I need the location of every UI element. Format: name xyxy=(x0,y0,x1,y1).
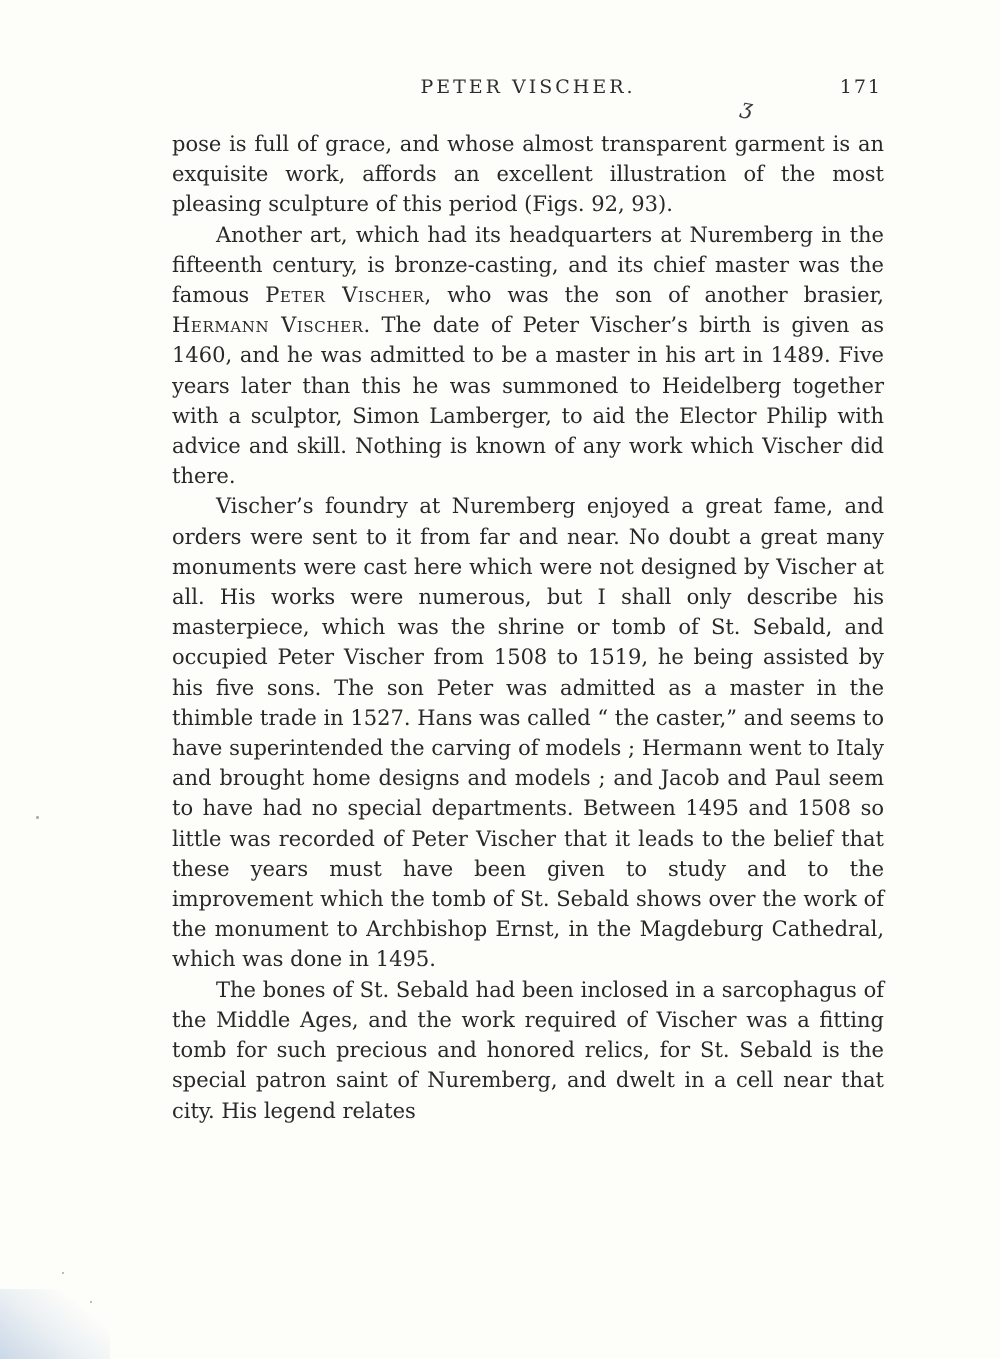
text-run: Another art, which had its headquarters at Nuremberg in the fifteenth century, is bronze-casting, and its chief master was the famous xyxy=(172,222,884,308)
text-run: , who was the son of another brasier, xyxy=(424,283,884,308)
text-run: . The date of Peter Vischer’s birth is given as 1460, and he was admitted to be a master in his art in 1489. Five years later than this he was summoned to Heidelberg together with a sculptor, Simon Lamberger, to aid the Elector Philip with advice and skill. Nothing is known of any work which Vischer did there. xyxy=(172,313,884,489)
paragraph xyxy=(172,491,884,974)
ink-mark: ʒ xyxy=(739,94,755,120)
scan-speck xyxy=(62,1272,64,1274)
scan-corner-tint xyxy=(0,1289,110,1359)
smallcaps-name: Hermann Vischer xyxy=(172,313,364,338)
paragraph xyxy=(172,975,884,1126)
running-title: PETER VISCHER. xyxy=(420,76,636,98)
text-run: pose is full of grace, and whose almost transparent garment is an exquisite work, affords an excellent illustration of the most pleasing sculpture of this period (Figs. 92, 93). xyxy=(172,132,884,217)
text-run: Vischer’s foundry at Nuremberg enjoyed a great fame, and orders were sent to it from far and near. No doubt a great many monuments were cast here which were not designed by Vischer at all. His works were numerous, but I shall only describe his masterpiece, which was the shrine or tomb of St. Sebald, and occupied Peter Vischer from 1508 to 1519, he being assisted by his five sons. The son Peter was admitted as a master in the thimble trade in 1527. Hans was called “ the caster,” and seems to have superintended the carving of models ; Hermann went to Italy and brought home designs and models ; and Jacob and Paul seem to have had no special departments. Between 1495 and 1508 so little was recorded of Peter Vischer that it leads to the belief that these years must have been given to study and to the improvement which the tomb of St. Sebald shows over the work of the monument to Archbishop Ernst, in the Magdeburg Cathedral, which was done in 1495. xyxy=(172,494,884,972)
body-text xyxy=(172,129,884,1126)
paragraph xyxy=(172,220,884,492)
page-number: 171 xyxy=(839,76,882,98)
page-header xyxy=(172,76,884,98)
paragraph xyxy=(172,129,884,220)
text-run: The bones of St. Sebald had been inclosed in a sarcophagus of the Middle Ages, and the work required of Vischer was a fitting tomb for such precious and honored relics, for St. Sebald is the special patron saint of Nuremberg, and dwelt in a cell near that city. His legend relates xyxy=(172,977,884,1123)
smallcaps-name: Peter Vischer xyxy=(265,283,425,308)
scan-speck xyxy=(36,816,39,819)
scan-speck xyxy=(90,1301,92,1303)
